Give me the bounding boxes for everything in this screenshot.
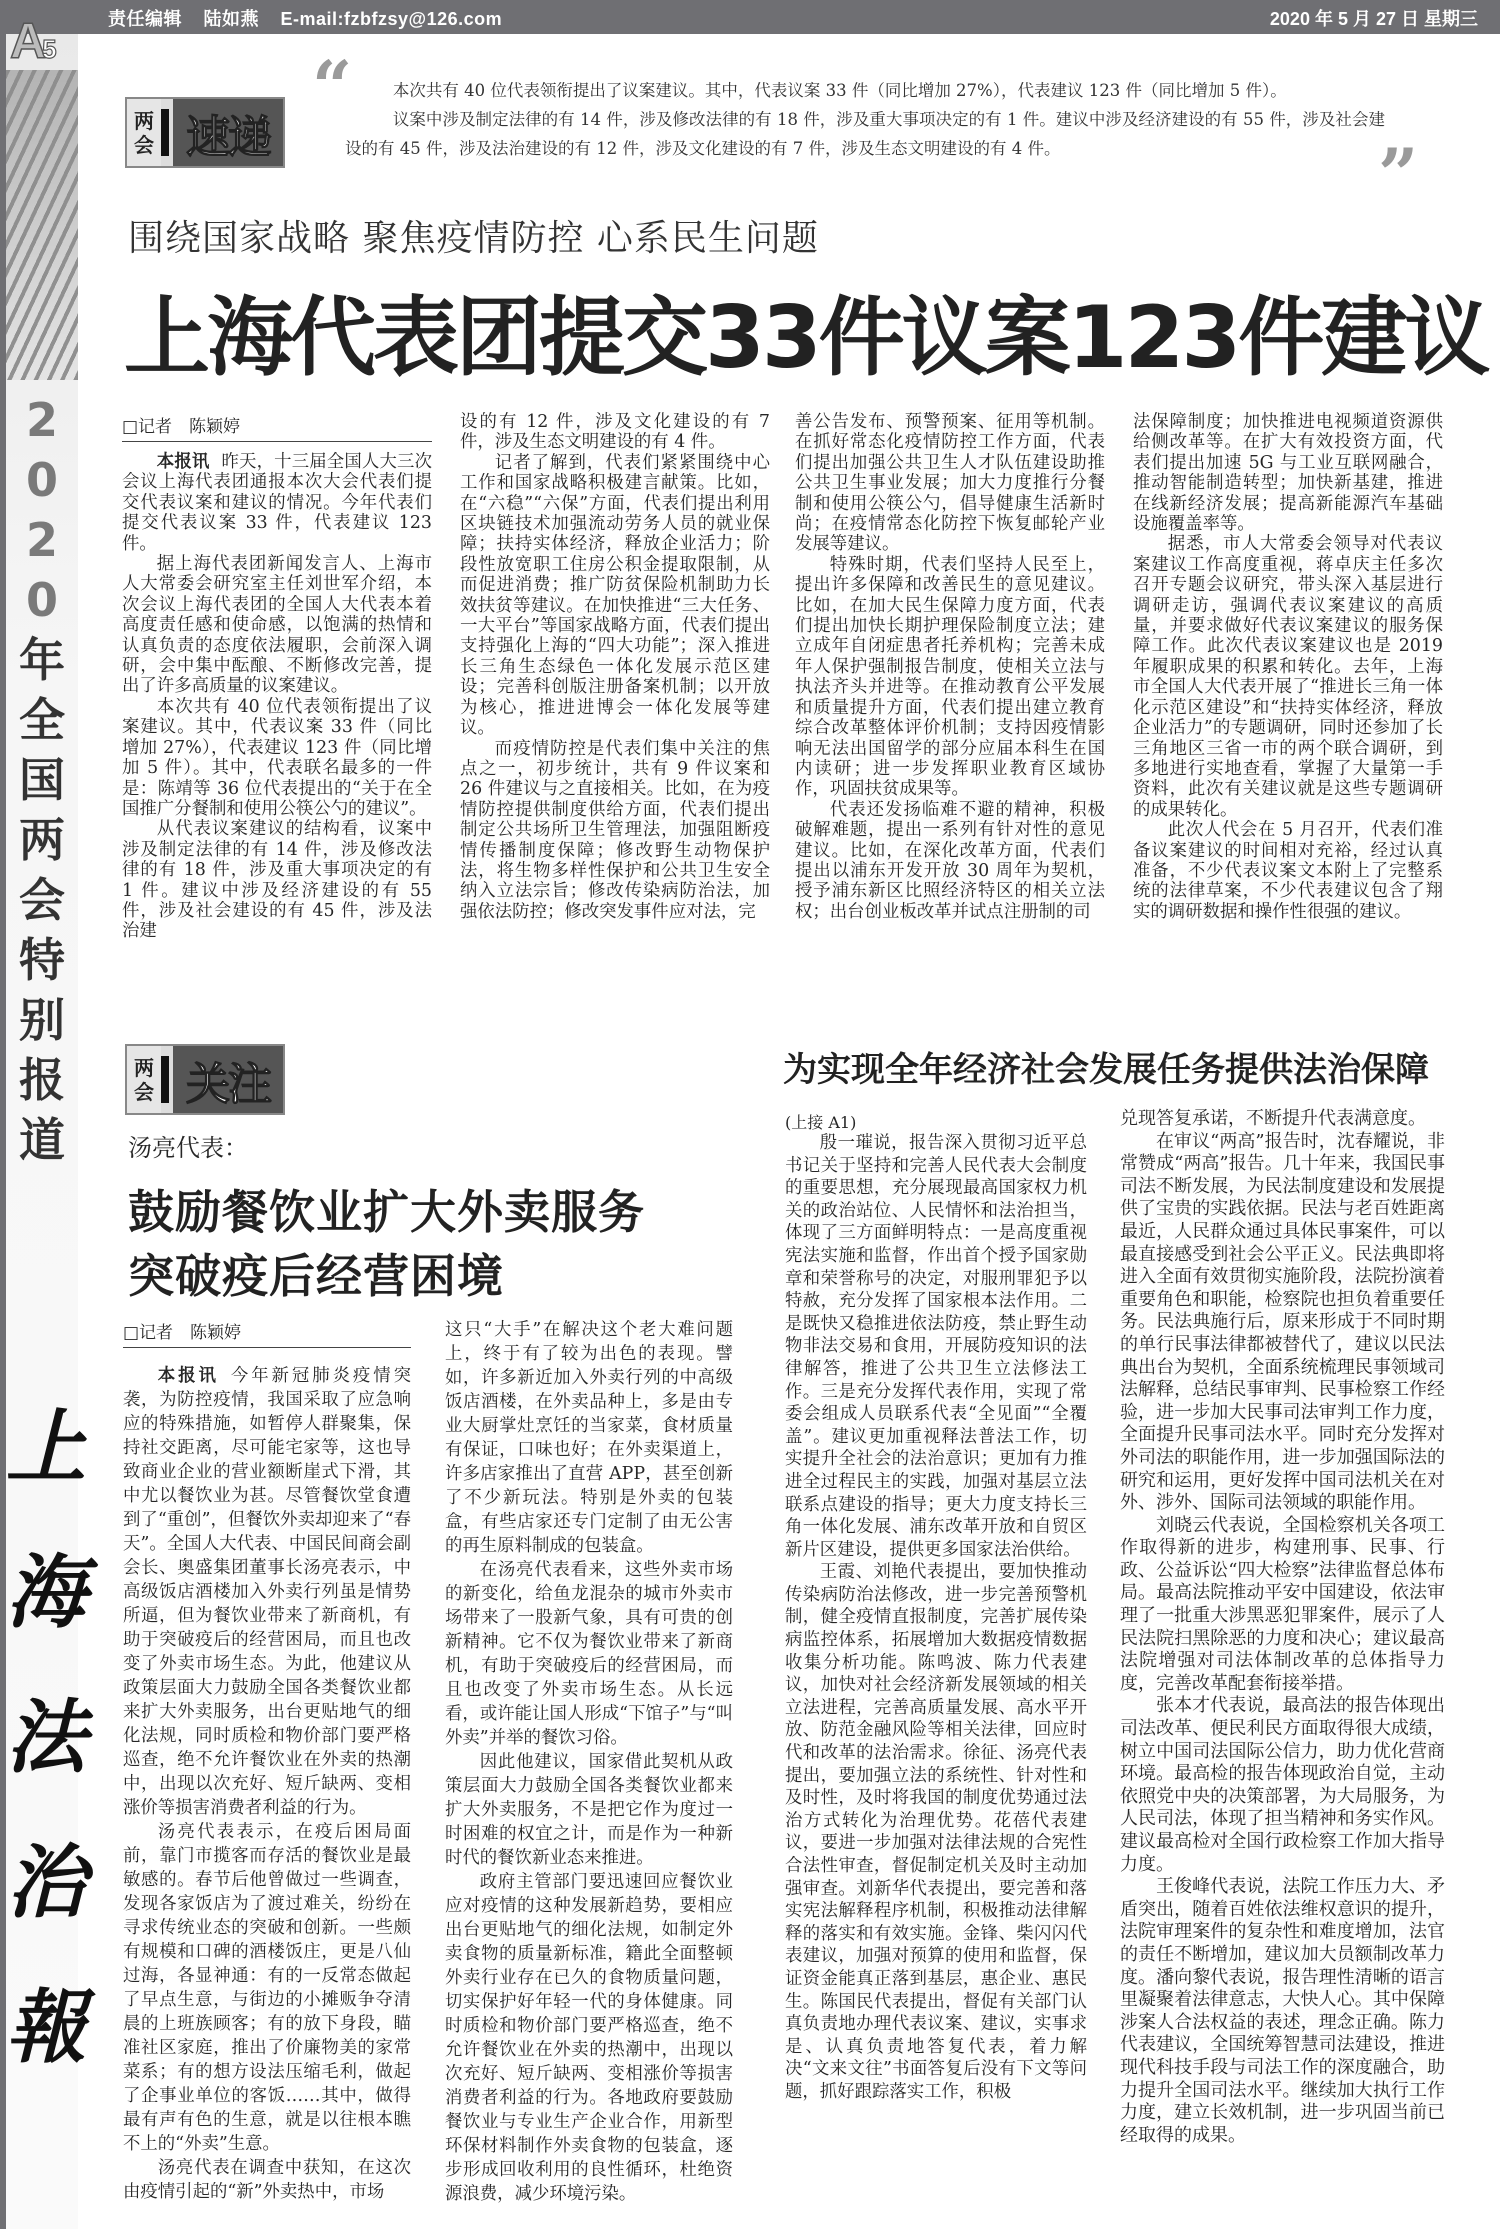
- badge-small-text: [127, 99, 161, 166]
- article-column: [460, 412, 770, 922]
- paragraph-text: 王俊峰代表说，法院工作压力大、矛盾突出，随着百姓依法维权意识的提升，法院审理案件的复杂性和难度增加，法官的责任不断增加，建议加大员额制改革力度。潘向黎代表说，报告理性清晰的语言里凝聚着法律意志，大快人心。其中保障涉案人合法权益的表述，理念正确。陈力代表建议，全国统筹智慧司法建设，推进现代科技手段与司法工作的深度融合，助力提升全国司法水平。继续加大执行工作力度，建立长效机制，进一步巩固当前已经取得的成果。: [1120, 1876, 1445, 2146]
- paragraph-text: 此次人代会在 5 月召开，代表们准备议案建议的时间相对充裕，经过认真准备，不少代表议案文本附上了完整系统的法律草案，不少代表建议包含了翔实的调研数据和操作性很强的建议。: [1133, 820, 1443, 922]
- paragraph-text: 据悉，市人大常委会领导对代表议案建议工作高度重视，蒋卓庆主任多次召开专题会议研究，带头深入基层进行调研走访，强调代表议案建议的高质量，并要求做好代表议案建议的服务保障工作。此次代表议案建议也是 2019 年履职成果的积累和转化。去年，上海市全国人大代表开展了“推进长三角一体化示范区建设”和“扶持实体经济，释放企业活力”的专题调研，同时还参加了长三角地区三省一市的两个联合调研，到多地进行实地查看，掌握了大量第一手资料，此次有关建议就是这些专题调研的成果转化。: [1133, 534, 1443, 820]
- editor-email: E-mail:fzbfzsy@126.com: [280, 9, 503, 29]
- paragraph-text: 特殊时期，代表们坚持人民至上，提出许多保障和改善民生的意见建议。比如，在加大民生保障力度方面，代表们提出加快长期护理保险制度立法；建立成年自闭症患者托养机构；完善未成年人保护强制报告制度，使相关立法与执法齐头并进等。在推动教育公平发展和质量提升方面，代表们提出建立教育综合改革整体评价机制；支持因疫情影响无法出国留学的部分应届本科生在国内读研；进一步发挥职业教育区域协作，巩固扶贫成果等。: [795, 554, 1105, 800]
- article-byline: □记者 陈颖婷: [122, 412, 432, 442]
- paragraph-text: 在审议“两高”报告时，沈春耀说，非常赞成“两高”报告。几十年来，我国民事司法不断发展，为民法制度建设和发展提供了宝贵的实践依据。民法与老百姓距离最近，人民群众通过具体民事案件，可以最直接感受到社会公平正义。民法典即将进入全面有效贯彻实施阶段，法院扮演着重要角色和职能，检察院也担负着重要任务。民法典施行后，原来形成于不同时期的单行民事法律都被替代了，建议以民法典出台为契机，全面系统梳理民事领域司法解释，总结民事审判、民事检察工作经验，进一步加大民事司法审判工作力度，全面提升民事司法水平。同时充分发挥对外司法的职能作用，进一步加强国际法的研究和运用，更好发挥中国司法机关在对外、涉外、国际司法领域的职能作用。: [1120, 1130, 1445, 1514]
- logo-char: 法: [6, 1690, 86, 1784]
- badge-char: 两: [134, 1055, 154, 1080]
- banner-char: 会: [19, 873, 65, 927]
- paragraph-text: 代表还发扬临难不避的精神，积极破解难题，提出一系列有针对性的意见建议。比如，在深化改革方面，代表们提出以浦东开发开放 30 周年为契机，授予浦东新区比照经济特区的相关立法权；出台创业板改革并试点注册制的司: [795, 799, 1105, 922]
- article-paragraph: [122, 554, 432, 697]
- continued-from-note: (上接 A1): [785, 1113, 857, 1132]
- issue-date: 2020 年 5 月 27 日 星期三: [1269, 9, 1478, 29]
- banner-char: 国: [19, 753, 65, 807]
- editor-name: 陆如燕: [203, 9, 260, 29]
- article-paragraph: [123, 1364, 411, 1820]
- paragraph-text: 殷一璀说，报告深入贯彻习近平总书记关于坚持和完善人民代表大会制度的重要思想，充分展现最高国家权力机关的政治站位、人民情怀和法治担当，体现了三方面鲜明特点：一是高度重视宪法实施和监督，作出首个授予国家勋章和荣誉称号的决定，对服刑罪犯予以特赦，充分发挥了国家根本法作用。二是既快又稳推进依法防疫，禁止野生动物非法交易和食用，开展防疫知识的法律解答，推进了公共卫生立法修法工作。三是充分发挥代表作用，实现了常委会组成人员联系代表“全见面”“全覆盖”。建议更加重视释法普法工作，切实提升全社会的法治意识；更加有力推进全过程民主的实践，加强对基层立法联系点建设的指导；更大力度支持长三角一体化发展、浦东改革开放和自贸区新片区建设，提供更多国家法治供给。: [785, 1133, 1087, 1560]
- article-paragraph: [1120, 1695, 1445, 1876]
- banner-char: 0: [25, 453, 58, 507]
- article-paragraph: [1120, 1131, 1445, 1515]
- paragraph-text: 兑现答复承诺，不断提升代表满意度。: [1120, 1108, 1426, 1129]
- article-column: [795, 412, 1105, 922]
- paragraph-text: 这只“大手”在解决这个老大难问题上，终于有了较为出色的表现。譬如，许多新近加入外卖行列的中高级饭店酒楼，在外卖品种上，多是由专业大厨掌灶烹饪的当家菜，食材质量有保证，口味也好；在外卖渠道上，许多店家推出了直营 APP，甚至创新了不少新玩法。特别是外卖的包装盒，有些店家还专门定制了由无公害的再生原料制成的包装盒。: [445, 1320, 733, 1556]
- article-paragraph: [1133, 534, 1443, 820]
- paragraph-text: 本次共有 40 位代表领衔提出了议案建议。其中，代表议案 33 件（同比增加 27%），代表建议 123 件（同比增加 5 件）。其中，代表联名最多的一件是：陈靖等 36 位代表提出的“关于在全国推广分餐制和使用公筷公勺的建议”。: [122, 696, 432, 819]
- close-quote-icon: ”: [1378, 133, 1419, 216]
- logo-char: 海: [6, 1545, 86, 1639]
- badge-char: 两: [134, 108, 154, 133]
- paragraph-text: 因此他建议，国家借此契机从政策层面大力鼓励全国各类餐饮业都来扩大外卖服务，不是把它作为度过一时困难的权宜之计，而是作为一种新时代的餐饮新业态来推进。: [445, 1752, 733, 1868]
- article-paragraph: [445, 1558, 733, 1750]
- paragraph-text: 善公告发布、预警预案、征用等机制。在抓好常态化疫情防控工作方面，代表们提出加强公共卫生人才队伍建设助推公共卫生事业发展；加大力度推行分餐制和使用公筷公勺，倡导健康生活新时尚；在疫情常态化防控下恢复邮轮产业发展等建议。: [795, 412, 1105, 555]
- section-badge-focus: [125, 1044, 285, 1115]
- article-paragraph: [123, 1820, 411, 2156]
- article-paragraph: [122, 697, 432, 819]
- editor-info: [108, 5, 518, 31]
- logo-char: 報: [6, 1980, 86, 2074]
- paragraph-text: 法保障制度；加快推进电视频道资源供给侧改革等。在扩大有效投资方面，代表们提出加速 5G 与工业互联网融合，推动智能制造转型；加快新基建，推进在线新经济发展；提高新能源汽车基础设施覆盖率等。: [1133, 412, 1443, 535]
- badge-big-text: 速递: [173, 99, 283, 166]
- page-header-bar: [0, 0, 1500, 34]
- paragraph-text: 政府主管部门要迅速回应餐饮业应对疫情的这种发展新趋势，要相应出台更贴地气的细化法规，如制定外卖食物的质量新标准，籍此全面整顿外卖行业存在已久的食物质量问题，切实保护好年轻一代的身体健康。同时质检和物价部门要严格巡查，绝不允许餐饮业在外卖的热潮中，出现以次充好、短斤缺两、变相涨价等损害消费者利益的行为。各地政府要鼓励餐饮业与专业生产企业合作，用新型环保材料制作外卖食物的包装盒，逐步形成回收利用的良性循环，杜绝资源浪费，减少环境污染。: [445, 1872, 733, 2204]
- paragraph-text: 今年新冠肺炎疫情突袭，为防控疫情，我国采取了应急响应的特殊措施，如暂停人群聚集，保持社交距离，尽可能宅家等，这也导致商业企业的营业额断崖式下滑，其中尤以餐饮业为甚。尽管餐饮堂食遭到了“重创”，但餐饮外卖却迎来了“春天”。全国人大代表、中国民间商会副会长、奥盛集团董事长汤亮表示，中高级饭店酒楼加入外卖行列虽是情势所逼，但为餐饮业带来了新商机，有助于突破疫后的经营困局，而且也改变了外卖市场生态。为此，他建议从政策层面大力鼓励全国各类餐饮业都来扩大外卖服务，出台更贴地气的细化法规，同时质检和物价部门要严格巡查，绝不允许餐饮业在外卖的热潮中，出现以次充好、短斤缺两、变相涨价等损害消费者利益的行为。: [123, 1366, 411, 1818]
- article-kicker: 汤亮代表：: [128, 1134, 248, 1162]
- badge-small-text: [127, 1046, 161, 1113]
- logo-char: 治: [6, 1835, 86, 1929]
- paragraph-text: 而疫情防控是代表们集中关注的焦点之一，初步统计，共有 9 件议案和 26 件建议与之直接相关。比如，在为疫情防控提供制度供给方面，代表们提出制定公共场所卫生管理法，加强阻断疫情传播制度保障；修改野生动物保护法，将生物多样性保护和公共卫生安全纳入立法宗旨；修改传染病防治法，加强依法防控；修改突发事件应对法，完: [460, 738, 770, 922]
- banner-char: 道: [19, 1113, 65, 1167]
- article-column: [1120, 1108, 1445, 2147]
- article-paragraph: [785, 1561, 1087, 2103]
- article-paragraph: [460, 453, 770, 739]
- banner-char: 别: [19, 993, 65, 1047]
- article-paragraph: [795, 412, 1105, 555]
- badge-char: 会: [134, 1079, 154, 1104]
- logo-char: 上: [6, 1400, 86, 1494]
- article-headline-line: 鼓励餐饮业扩大外卖服务: [128, 1185, 645, 1239]
- paragraph-text: 记者了解到，代表们紧紧围绕中心工作和国家战略积极建言献策。比如，在“六稳”“六保”方面，代表们提出利用区块链技术加强流动劳务人员的就业保障；扶持实体经济，释放企业活力；阶段性放宽职工住房公积金提取限制，从而促进消费；推广防贫保险机制助力长效扶贫等建议。在加快推进“三大任务、一大平台”等国家战略方面，代表们提出支持强化上海的“四大功能”；深入推进长三角生态绿色一体化发展示范区建设；完善科创版注册备案机制；以开放为核心，推进进博会一体化发展等建议。: [460, 452, 770, 739]
- article-paragraph: [1133, 412, 1443, 534]
- article-kicker: 围绕国家战略 聚焦疫情防控 心系民生问题: [128, 218, 819, 259]
- badge-divider: [161, 109, 169, 156]
- article-headline: 为实现全年经济社会发展任务提供法治保障: [783, 1050, 1429, 1090]
- paragraph-text: 汤亮代表表示，在疫后困局面前，靠门市揽客而存活的餐饮业是最敏感的。春节后他曾做过一些调查，发现各家饭店为了渡过难关，纷纷在寻求传统业态的突破和创新。一些颇有规模和口碑的酒楼饭庄，更是八仙过海，各显神通：有的一反常态做起了早点生意，与街边的小摊贩争夺清晨的上班族顾客；有的放下身段，瞄准社区家庭，推出了价廉物美的家常菜系；有的想方设法压缩毛利，做起了企事业单位的客饭……其中，做得最有声有色的生意，就是以往根本瞧不上的“外卖”生意。: [123, 1822, 411, 2154]
- paragraph-text: 设的有 12 件，涉及文化建设的有 7 件，涉及生态文明建设的有 4 件。: [460, 412, 770, 453]
- badge-big-text: 关注: [173, 1046, 283, 1113]
- page-letter: A: [10, 13, 47, 69]
- banner-char: 两: [19, 813, 65, 867]
- special-report-banner: [6, 390, 78, 1170]
- newspaper-logo: [6, 1375, 86, 2100]
- dateline-lead: 本报讯: [157, 1366, 219, 1386]
- article-paragraph: [445, 1318, 733, 1558]
- article-paragraph: [785, 1132, 1087, 1561]
- banner-char: 2: [25, 513, 58, 567]
- section-badge-brief: [125, 97, 285, 168]
- article-paragraph: [445, 1750, 733, 1870]
- banner-char: 0: [25, 573, 58, 627]
- article-paragraph: [122, 452, 432, 554]
- brief-paragraph: 议案中涉及制定法律的有 14 件，涉及修改法律的有 18 件，涉及重大事项决定的有 1 件。建议中涉及经济建设的有 55 件，涉及社会建设的有 45 件，涉及法治建设的有 12 件，涉及文化建设的有 7 件，涉及生态文明建设的有 4 件。: [345, 110, 1385, 158]
- open-quote-icon: “: [312, 45, 353, 128]
- brief-paragraph: 本次共有 40 位代表领衔提出了议案建议。其中，代表议案 33 件（同比增加 27%），代表建议 123 件（同比增加 5 件）。: [392, 81, 1287, 100]
- article-paragraph: [1120, 1876, 1445, 2147]
- paragraph-text: 张本才代表说，最高法的报告体现出司法改革、便民利民方面取得很大成绩，树立中国司法国际公信力，助力优化营商环境。最高检的报告体现政治自觉，主动依照党中央的决策部署，为大局服务，为人民司法，体现了担当精神和务实作风。建议最高检对全国行政检察工作加大指导力度。: [1120, 1695, 1445, 1875]
- banner-char: 年: [19, 633, 65, 687]
- dateline-lead: 本报讯: [156, 452, 210, 472]
- article-paragraph: [122, 819, 432, 941]
- paragraph-text: 刘晓云代表说，全国检察机关各项工作取得新的进步，构建刑事、民事、行政、公益诉讼“四大检察”法律监督总体布局。最高法院推动平安中国建设，依法审理了一批重大涉黑恶犯罪案件，展示了人民法院扫黑除恶的力度和决心；建议最高法院增强对司法体制改革的总体指导力度，完善改革配套衔接举措。: [1120, 1514, 1445, 1694]
- article-column: [785, 1132, 1087, 2104]
- article-paragraph: [123, 2156, 411, 2204]
- article-paragraph: [795, 555, 1105, 800]
- paragraph-text: 据上海代表团新闻发言人、上海市人大常委会研究室主任刘世军介绍，本次会议上海代表团的全国人大代表本着高度责任感和使命感，以饱满的热情和认真负责的态度依法履职，会前深入调研，会中集中酝酿、不断修改完善，提出了许多高质量的议案建议。: [122, 554, 432, 697]
- badge-divider: [161, 1056, 169, 1103]
- page-number: 5: [42, 34, 57, 64]
- paragraph-text: 汤亮代表在调查中获知，在这次由疫情引起的“新”外卖热中，市场: [123, 2158, 411, 2202]
- article-paragraph: [795, 800, 1105, 922]
- badge-char: 会: [134, 132, 154, 157]
- editor-label: 责任编辑: [108, 9, 182, 29]
- article-paragraph: [1120, 1515, 1445, 1696]
- paragraph-text: 昨天，十三届全国人大三次会议上海代表团通报本次大会代表们提交代表议案和建议的情况。今年代表们提交代表议案 33 件，代表建议 123 件。: [122, 452, 432, 554]
- page-number-mark: [10, 13, 57, 69]
- article-column: [123, 1364, 411, 2204]
- banner-char: 全: [19, 693, 65, 747]
- ink-splash-decoration: [6, 70, 78, 380]
- banner-char: 报: [19, 1053, 65, 1107]
- article-headline: 上海代表团提交33件议案123件建议: [124, 288, 1488, 388]
- article-paragraph: [460, 412, 770, 453]
- article-paragraph: [460, 739, 770, 923]
- article-column: [122, 452, 432, 942]
- paragraph-text: 王霞、刘艳代表提出，要加快推动传染病防治法修改，进一步完善预警机制，健全疫情直报制度，完善扩展传染病监控体系，拓展增加大数据疫情数据收集分析功能。陈鸣波、陈力代表建议，加快对社会经济新发展领域的相关立法进程，完善高质量发展、高水平开放、防范金融风险等相关法律，回应时代和改革的法治需求。徐征、汤亮代表提出，要加强立法的系统性、针对性和及时性，及时将我国的制度优势通过法治方式转化为治理优势。花蓓代表建议，要进一步加强对法律法规的合宪性合法性审查，督促制定机关及时主动加强审查。刘新华代表提出，要完善和落实宪法解释程序机制，积极推动法律解释的落实和有效实施。金锋、柴闪闪代表建议，加强对预算的使用和监督，保证资金能真正落到基层，惠企业、惠民生。陈国民代表提出，督促有关部门认真负责地办理代表议案、建议，实事求是、认真负责地答复代表，着力解决“文来文往”书面答复后没有下文等问题，抓好跟踪落实工作，积极: [785, 1562, 1087, 2102]
- article-paragraph: [1120, 1108, 1445, 1131]
- article-column: [1133, 412, 1443, 922]
- article-paragraph: [1133, 820, 1443, 922]
- article-headline-line: 突破疫后经营困境: [128, 1249, 504, 1303]
- banner-char: 2: [25, 393, 58, 447]
- paragraph-text: 从代表议案建议的结构看，议案中涉及制定法律的有 14 件，涉及修改法律的有 18 件，涉及重大事项决定的有 1 件。建议中涉及经济建设的有 55 件，涉及社会建设的有 45 件，涉及法治建: [122, 819, 432, 942]
- article-column: [445, 1318, 733, 2206]
- paragraph-text: 在汤亮代表看来，这些外卖市场的新变化，给鱼龙混杂的城市外卖市场带来了一股新气象，具有可贵的创新精神。它不仅为餐饮业带来了新商机，有助于突破疫后的经营困局，而且也改变了外卖市场生态。从长远看，或许能让国人形成“下馆子”与“叫外卖”并举的餐饮习俗。: [445, 1560, 733, 1748]
- banner-char: 特: [19, 933, 65, 987]
- brief-summary: [345, 76, 1385, 163]
- article-byline: □记者 陈颖婷: [123, 1318, 411, 1348]
- article-paragraph: [445, 1870, 733, 2206]
